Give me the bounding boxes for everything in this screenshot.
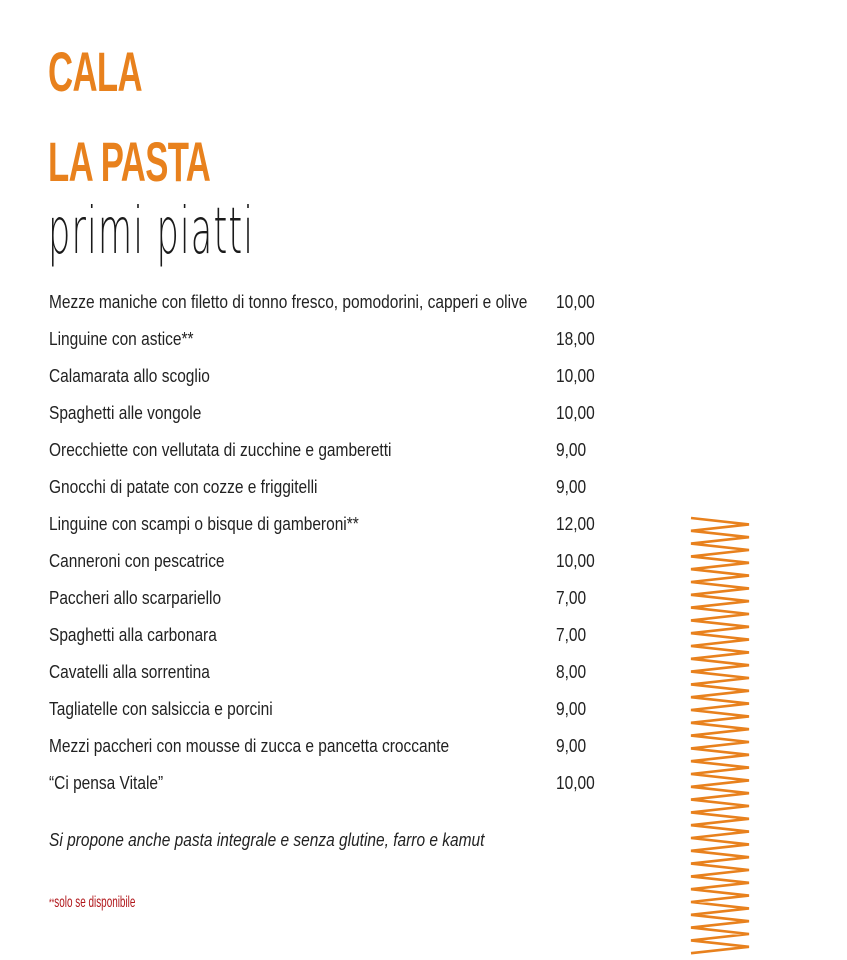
title-line-1: CALA — [48, 40, 142, 103]
menu-item-price: 9,00 — [556, 477, 587, 497]
menu-item — [49, 660, 609, 697]
menu-item-name: Gnocchi di patate con cozze e friggitelli — [49, 477, 318, 497]
menu-item — [49, 475, 609, 512]
menu-item-name: Orecchiette con vellutata di zucchine e gamberetti — [49, 440, 392, 460]
title-line-2: LA PASTA — [48, 130, 211, 193]
menu-item-price: 7,00 — [556, 588, 587, 608]
menu-item-price: 9,00 — [556, 440, 587, 460]
menu-item — [49, 697, 609, 734]
menu-item-price: 8,00 — [556, 662, 587, 682]
menu-item-price: 10,00 — [556, 403, 595, 423]
menu-item — [49, 771, 609, 808]
footnote — [49, 892, 135, 914]
menu-item — [49, 586, 609, 623]
menu-item-name: Tagliatelle con salsiccia e porcini — [49, 699, 273, 719]
menu-item-price: 10,00 — [556, 366, 595, 386]
menu-item — [49, 290, 609, 327]
menu-item — [49, 401, 609, 438]
menu-item-price: 9,00 — [556, 699, 587, 719]
menu-item-name: Mezzi paccheri con mousse di zucca e pancetta croccante — [49, 736, 450, 756]
note: Si propone anche pasta integrale e senza glutine, farro e kamut — [49, 830, 485, 850]
subtitle: primi piatti — [48, 195, 255, 269]
menu-item-name: Spaghetti alle vongole — [49, 403, 202, 423]
menu-item-name: “Ci pensa Vitale” — [49, 773, 164, 793]
menu-item-name: Calamarata allo scoglio — [49, 366, 210, 386]
menu-item — [49, 327, 609, 364]
menu-item-name: Spaghetti alla carbonara — [49, 625, 217, 645]
menu-item-name: Paccheri allo scarpariello — [49, 588, 222, 608]
menu-item-price: 7,00 — [556, 625, 587, 645]
menu-item-name: Mezze maniche con filetto di tonno fresco, pomodorini, capperi e olive — [49, 292, 528, 312]
menu-item-price: 10,00 — [556, 773, 595, 793]
menu-item — [49, 549, 609, 586]
menu-item-price: 18,00 — [556, 329, 595, 349]
menu-item-price: 9,00 — [556, 736, 587, 756]
menu-item-price: 12,00 — [556, 514, 595, 534]
menu-item — [49, 512, 609, 549]
menu-item — [49, 438, 609, 475]
menu-item — [49, 734, 609, 771]
menu-item — [49, 364, 609, 401]
footnote-marker: ** — [49, 897, 55, 909]
menu-item-price: 10,00 — [556, 551, 595, 571]
menu-item-name: Cavatelli alla sorrentina — [49, 662, 210, 682]
zigzag-decoration — [688, 516, 752, 960]
zigzag-line — [691, 518, 749, 953]
menu-item-name: Canneroni con pescatrice — [49, 551, 225, 571]
menu-item-name: Linguine con scampi o bisque di gamberoni** — [49, 514, 359, 534]
footnote-text: solo se disponibile — [54, 894, 136, 911]
menu-list — [49, 290, 609, 808]
menu-item — [49, 623, 609, 660]
menu-item-name: Linguine con astice** — [49, 329, 194, 349]
menu-item-price: 10,00 — [556, 292, 595, 312]
